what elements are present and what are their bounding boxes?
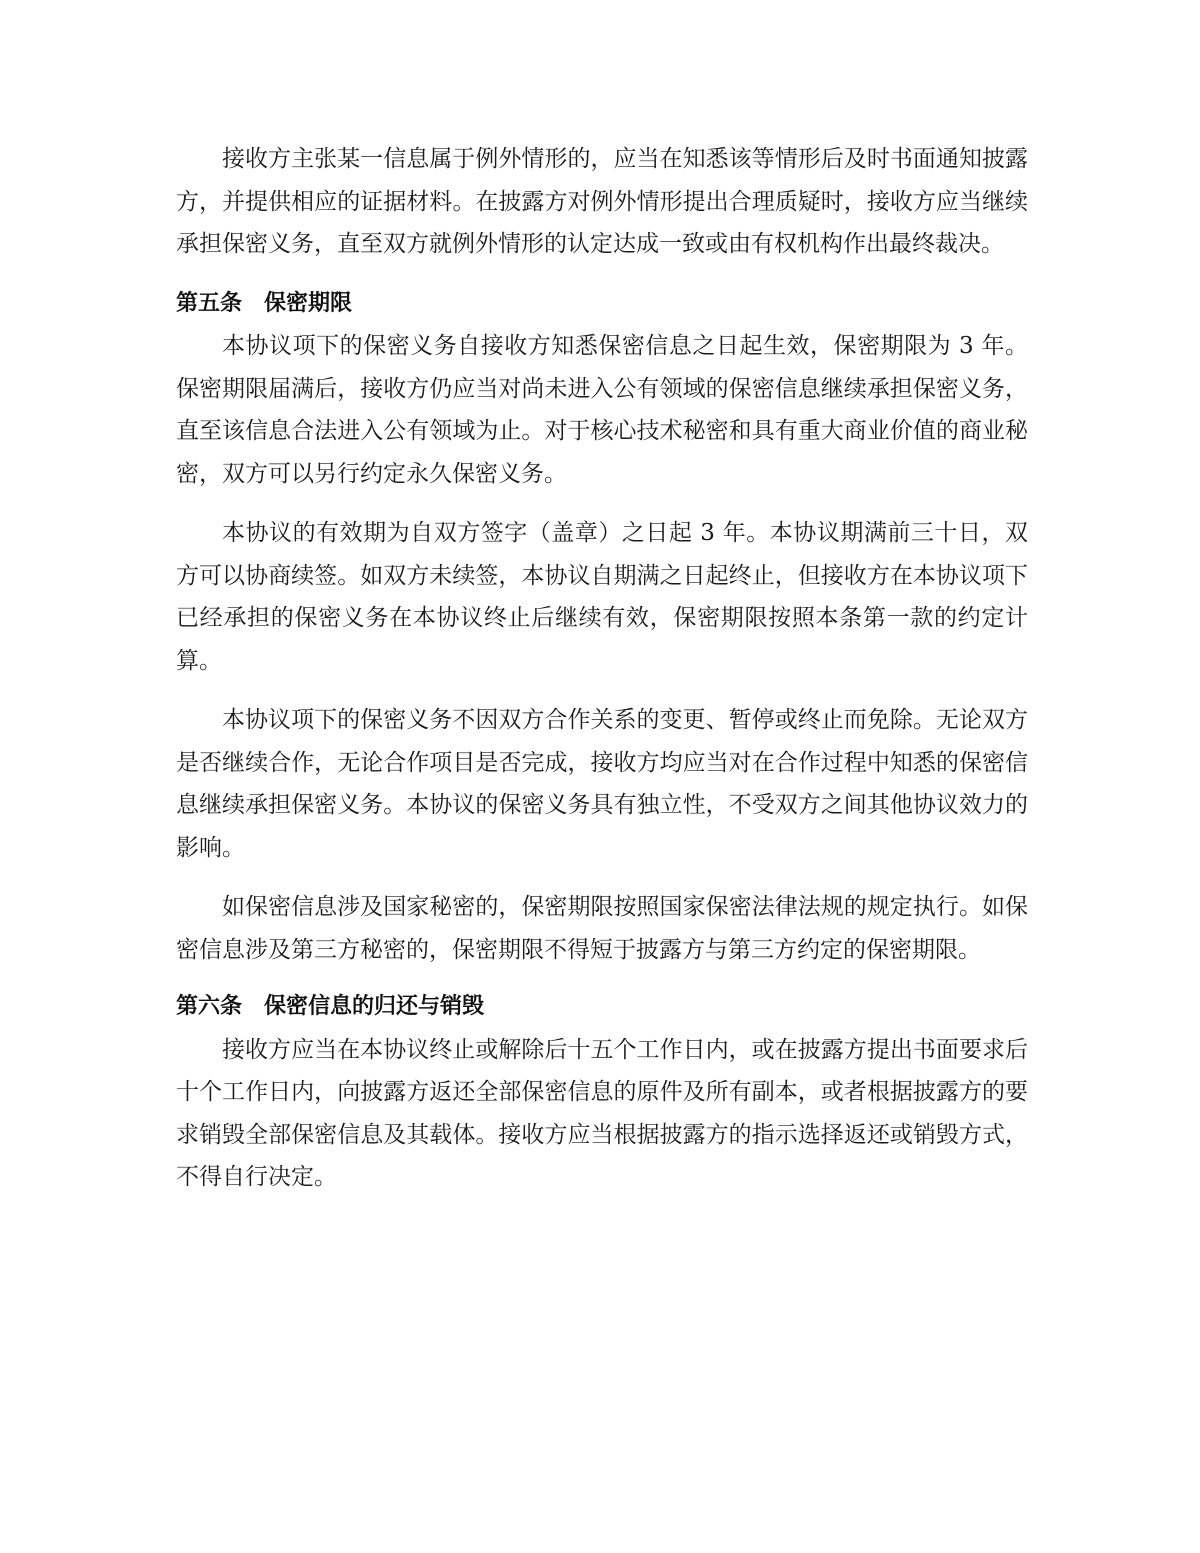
paragraph-agreement-validity: 本协议的有效期为自双方签字（盖章）之日起 3 年。本协议期满前三十日，双方可以协商续签。如双方未续签，本协议自期满之日起终止，但接收方在本协议项下已经承担的保密义务在本协议终止后继续有效，保密期限按照本条第一款的约定计算。 xyxy=(176,520,1028,674)
paragraph-obligation-independence: 本协议项下的保密义务不因双方合作关系的变更、暂停或终止而免除。无论双方是否继续合作，无论合作项目是否完成，接收方均应当对在合作过程中知悉的保密信息继续承担保密义务。本协议的保密义务具有独立性，不受双方之间其他协议效力的影响。 xyxy=(176,707,1028,861)
heading-article-6: 第六条 保密信息的归还与销毁 xyxy=(176,994,485,1019)
paragraph-return-destroy: 接收方应当在本协议终止或解除后十五个工作日内，或在披露方提出书面要求后十个工作日内，向披露方返还全部保密信息的原件及所有副本，或者根据披露方的要求销毁全部保密信息及其载体。接收方应当根据披露方的指示选择返还或销毁方式，不得自行决定。 xyxy=(176,1036,1028,1190)
document-body xyxy=(176,138,1028,1216)
paragraph-confidentiality-term: 本协议项下的保密义务自接收方知悉保密信息之日起生效，保密期限为 3 年。保密期限届满后，接收方仍应当对尚未进入公有领域的保密信息继续承担保密义务，直至该信息合法进入公有领域为止。对于核心技术秘密和具有重大商业价值的商业秘密，双方可以另行约定永久保密义务。 xyxy=(176,333,1028,487)
paragraph-state-secrets: 如保密信息涉及国家秘密的，保密期限按照国家保密法律法规的规定执行。如保密信息涉及第三方秘密的，保密期限不得短于披露方与第三方约定的保密期限。 xyxy=(176,894,1028,963)
paragraph-exception-notice: 接收方主张某一信息属于例外情形的，应当在知悉该等情形后及时书面通知披露方，并提供相应的证据材料。在披露方对例外情形提出合理质疑时，接收方应当继续承担保密义务，直至双方就例外情形的认定达成一致或由有权机构作出最终裁决。 xyxy=(176,146,1028,257)
heading-article-5: 第五条 保密期限 xyxy=(176,290,353,316)
